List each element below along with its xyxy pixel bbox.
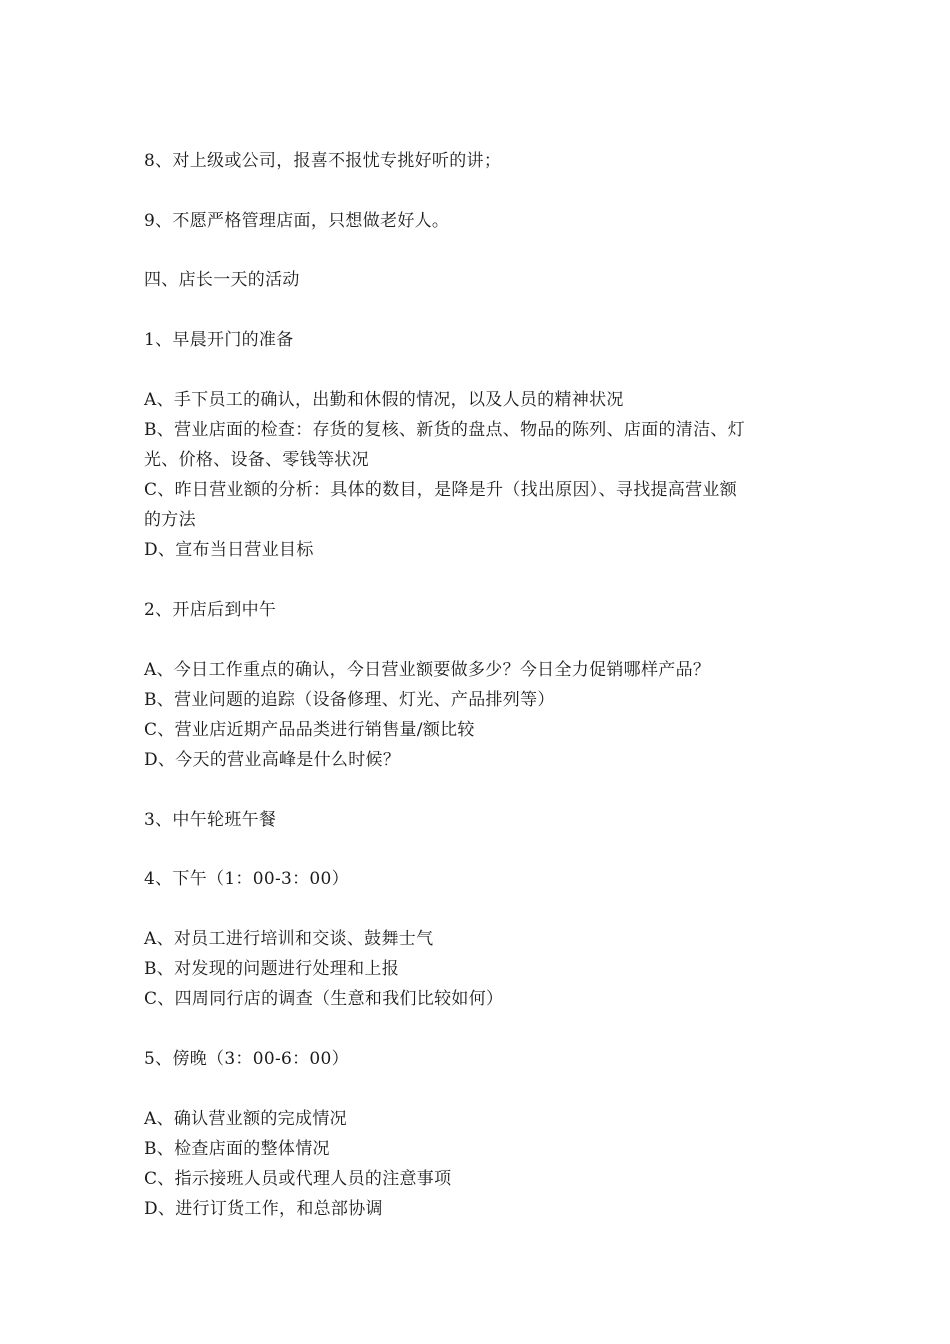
text-line: C、四周同行店的调查（生意和我们比较如何）	[144, 989, 504, 1009]
text-line: C、营业店近期产品品类进行销售量/额比较	[144, 720, 475, 740]
text-line: C、昨日营业额的分析：具体的数目，是降是升（找出原因）、寻找提高营业额	[144, 480, 738, 500]
text-line: A、确认营业额的完成情况	[144, 1109, 347, 1129]
text-line: 8、对上级或公司，报喜不报忧专挑好听的讲；	[144, 151, 502, 171]
subsection-heading: 4、下午（1：00-3：00）	[144, 869, 349, 889]
section-heading: 四、店长一天的活动	[144, 270, 300, 290]
text-line: B、检查店面的整体情况	[144, 1139, 330, 1159]
text-line: C、指示接班人员或代理人员的注意事项	[144, 1169, 452, 1189]
text-line: A、对员工进行培训和交谈、鼓舞士气	[144, 929, 434, 949]
text-line: B、营业店面的检查：存货的复核、新货的盘点、物品的陈列、店面的清洁、灯	[144, 420, 745, 440]
text-line: D、进行订货工作，和总部协调	[144, 1199, 383, 1219]
text-line: 光、价格、设备、零钱等状况	[144, 450, 369, 470]
text-line: A、今日工作重点的确认，今日营业额要做多少？今日全力促销哪样产品？	[144, 660, 711, 680]
text-line: D、宣布当日营业目标	[144, 540, 314, 560]
subsection-heading: 3、中午轮班午餐	[144, 810, 277, 830]
text-line: B、对发现的问题进行处理和上报	[144, 959, 399, 979]
text-line: 9、不愿严格管理店面，只想做老好人。	[144, 211, 450, 231]
text-line: 的方法	[144, 510, 196, 530]
text-line: A、手下员工的确认，出勤和休假的情况，以及人员的精神状况	[144, 390, 624, 410]
subsection-heading: 5、傍晚（3：00-6：00）	[144, 1049, 349, 1069]
subsection-heading: 2、开店后到中午	[144, 600, 277, 620]
text-line: D、今天的营业高峰是什么时候？	[144, 750, 401, 770]
subsection-heading: 1、早晨开门的准备	[144, 330, 294, 350]
text-line: B、营业问题的追踪（设备修理、灯光、产品排列等）	[144, 690, 555, 710]
